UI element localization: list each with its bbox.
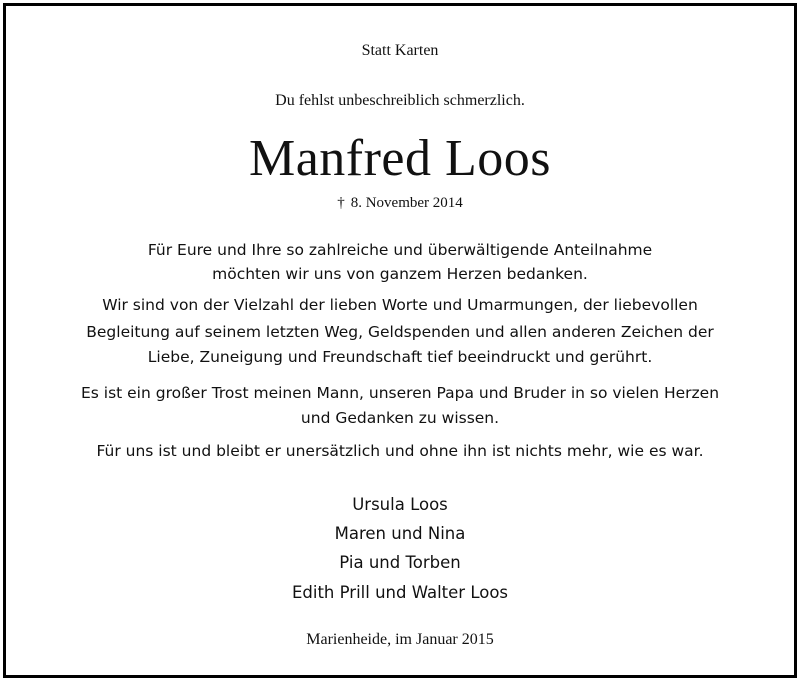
family-member: Maren und Nina <box>334 524 466 543</box>
paragraph-2-line-3: Liebe, Zuneigung und Freundschaft tief beeindruckt und gerührt. <box>147 348 653 366</box>
paragraph-1-line-2: möchten wir uns von ganzem Herzen bedanken. <box>212 265 588 283</box>
obituary-notice <box>3 3 797 678</box>
paragraph-3-line-1: Es ist ein großer Trost meinen Mann, unseren Papa und Bruder in so vielen Herzen <box>80 384 720 402</box>
paragraph-1-line-1: Für Eure und Ihre so zahlreiche und überwältigende Anteilnahme <box>147 241 653 259</box>
family-member: Ursula Loos <box>352 495 448 514</box>
subtitle: Du fehlst unbeschreiblich schmerzlich. <box>275 92 525 109</box>
death-date-line <box>6 194 794 212</box>
paragraph-2-line-2: Begleitung auf seinem letzten Weg, Geldspenden und allen anderen Zeichen der <box>86 323 714 341</box>
place-date: Marienheide, im Januar 2015 <box>306 631 494 648</box>
family-member: Pia und Torben <box>339 553 461 572</box>
paragraph-2-line-1: Wir sind von der Vielzahl der lieben Worte und Umarmungen, der liebevollen <box>102 296 698 314</box>
death-date: 8. November 2014 <box>350 195 463 211</box>
statt-karten-line: Statt Karten <box>361 42 439 59</box>
family-member: Edith Prill und Walter Loos <box>291 583 509 602</box>
paragraph-3-line-2: und Gedanken zu wissen. <box>300 409 500 427</box>
paragraph-4-line-1: Für uns ist und bleibt er unersätzlich und ohne ihn ist nichts mehr, wie es war. <box>96 442 704 460</box>
deceased-name: Manfred Loos <box>248 130 552 187</box>
cross-icon: † <box>337 195 345 211</box>
